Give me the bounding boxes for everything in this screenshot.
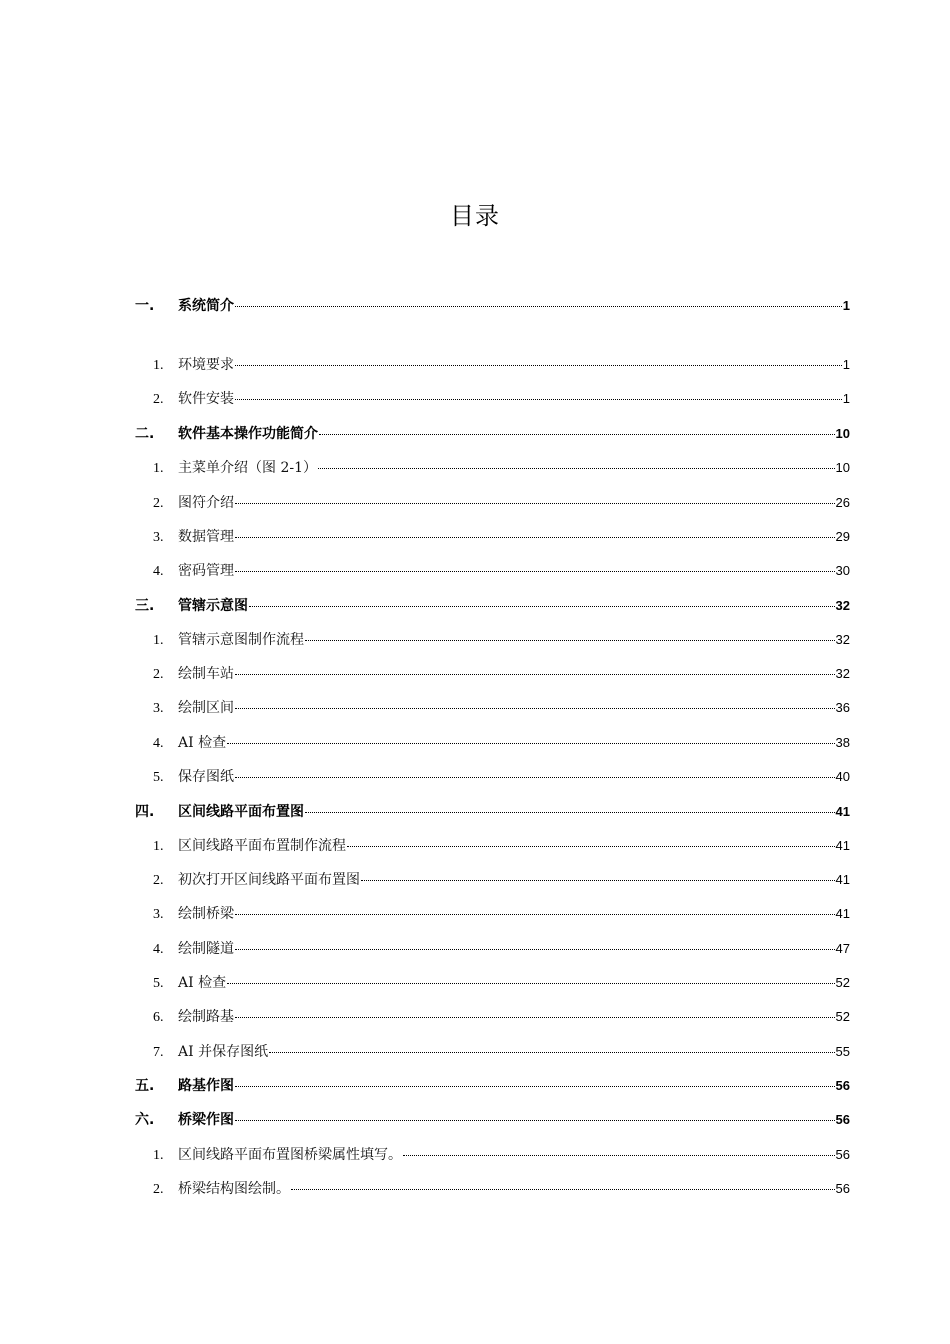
toc-section-link[interactable] xyxy=(135,697,850,719)
toc-page-number: 41 xyxy=(835,804,850,819)
toc-page-number: 26 xyxy=(835,495,850,510)
toc-entry-number: 4. xyxy=(153,564,164,579)
dot-leader xyxy=(318,468,835,469)
toc-entry-label: 路基作图 xyxy=(178,1078,234,1094)
toc-page-number: 1 xyxy=(842,298,850,313)
dot-leader xyxy=(235,306,842,307)
dot-leader xyxy=(235,1017,835,1018)
toc-section-link[interactable] xyxy=(135,457,850,479)
toc-entry-label: 绘制区间 xyxy=(178,700,234,716)
toc-entry-number: 1. xyxy=(153,839,164,854)
toc-entry-number: 2. xyxy=(153,873,164,888)
toc-entry-number: 4. xyxy=(153,736,164,751)
dot-leader xyxy=(249,606,835,607)
toc-page-number: 41 xyxy=(835,872,850,887)
toc-chapter-link[interactable] xyxy=(135,1109,850,1131)
toc-entry-number: 5. xyxy=(153,770,164,785)
toc-page-number: 36 xyxy=(835,700,850,715)
toc-page-number: 1 xyxy=(842,357,850,372)
dot-leader xyxy=(235,949,835,950)
toc-entry-number: 四. xyxy=(135,804,155,820)
dot-leader xyxy=(269,1052,834,1053)
toc-entry-label: 数据管理 xyxy=(178,529,234,545)
toc-page-number: 41 xyxy=(835,906,850,921)
toc-page-number: 56 xyxy=(835,1078,850,1093)
toc-entry-label: 密码管理 xyxy=(178,563,234,579)
toc-section-link[interactable] xyxy=(135,560,850,582)
toc-section-link[interactable] xyxy=(135,1178,850,1200)
dot-leader xyxy=(235,571,835,572)
toc-entry-label: 绘制隧道 xyxy=(178,941,234,957)
toc-entry-label: 保存图纸 xyxy=(178,769,234,785)
toc-page-number: 38 xyxy=(835,735,850,750)
toc-section-link[interactable] xyxy=(135,663,850,685)
toc-entry-label: 绘制桥梁 xyxy=(178,906,234,922)
toc-section-link[interactable] xyxy=(135,835,850,857)
toc-entry-number: 三. xyxy=(135,598,155,614)
toc-entry-label: 软件安装 xyxy=(178,391,234,407)
toc-chapter-link[interactable] xyxy=(135,1075,850,1097)
toc-entry-label: 图符介绍 xyxy=(178,495,234,511)
toc-entry-label: 区间线路平面布置图桥梁属性填写。 xyxy=(178,1147,402,1163)
toc-page-number: 10 xyxy=(835,426,850,441)
toc-chapter-link[interactable] xyxy=(135,595,850,617)
toc-entry-label: 主菜单介绍（图 2-1） xyxy=(178,460,317,476)
toc-section-link[interactable] xyxy=(135,732,850,754)
toc-section-link[interactable] xyxy=(135,903,850,925)
toc-entry-number: 1. xyxy=(153,1148,164,1163)
page-title: 目录 xyxy=(450,202,500,230)
dot-leader xyxy=(235,1120,835,1121)
dot-leader xyxy=(235,1086,835,1087)
dot-leader xyxy=(227,743,834,744)
toc-entry-label: 区间线路平面布置制作流程 xyxy=(178,838,346,854)
toc-entry-label: 桥梁结构图绘制。 xyxy=(178,1181,290,1197)
toc-entry-label: 系统简介 xyxy=(178,298,234,314)
toc-entry-number: 5. xyxy=(153,976,164,991)
toc-entry-number: 1. xyxy=(153,633,164,648)
toc-chapter-link[interactable] xyxy=(135,423,850,445)
toc-entry-number: 2. xyxy=(153,667,164,682)
toc-page-number: 56 xyxy=(835,1147,850,1162)
toc-entry-label: 环境要求 xyxy=(178,357,234,373)
toc-page-number: 55 xyxy=(835,1044,850,1059)
toc-page-number: 32 xyxy=(835,666,850,681)
toc-page-number: 32 xyxy=(835,598,850,613)
toc-page-number: 10 xyxy=(835,460,850,475)
toc-section-link[interactable] xyxy=(135,526,850,548)
toc-entry-label: 管辖示意图 xyxy=(178,598,248,614)
dot-leader xyxy=(403,1155,835,1156)
toc-entry-label: AI 检查 xyxy=(178,975,227,991)
toc-entry-label: 管辖示意图制作流程 xyxy=(178,632,304,648)
toc-page-number: 47 xyxy=(835,941,850,956)
dot-leader xyxy=(235,777,835,778)
toc-entry-label: 绘制路基 xyxy=(178,1009,234,1025)
dot-leader xyxy=(305,640,835,641)
toc-entry-number: 二. xyxy=(135,426,155,442)
toc-entry-number: 7. xyxy=(153,1045,164,1060)
toc-page-number: 41 xyxy=(835,838,850,853)
dot-leader xyxy=(235,399,842,400)
toc-section-link[interactable] xyxy=(135,492,850,514)
dot-leader xyxy=(235,674,835,675)
toc-page-number: 52 xyxy=(835,1009,850,1024)
toc-section-link[interactable] xyxy=(135,1041,850,1063)
toc-chapter-link[interactable] xyxy=(135,801,850,823)
dot-leader xyxy=(347,846,835,847)
toc-page-number: 56 xyxy=(835,1112,850,1127)
toc-page-number: 29 xyxy=(835,529,850,544)
toc-entry-number: 一. xyxy=(135,298,155,314)
toc-entry-number: 3. xyxy=(153,701,164,716)
toc-chapter-link[interactable] xyxy=(135,295,850,317)
dot-leader xyxy=(235,503,835,504)
toc-section-link[interactable] xyxy=(135,354,850,376)
toc-entry-number: 1. xyxy=(153,461,164,476)
toc-entry-label: 绘制车站 xyxy=(178,666,234,682)
toc-page-number: 30 xyxy=(835,563,850,578)
dot-leader xyxy=(291,1189,835,1190)
dot-leader xyxy=(235,708,835,709)
dot-leader xyxy=(319,434,835,435)
dot-leader xyxy=(235,914,835,915)
toc-entry-number: 3. xyxy=(153,530,164,545)
toc-section-link[interactable] xyxy=(135,869,850,891)
toc-page-number: 56 xyxy=(835,1181,850,1196)
toc-page-number: 1 xyxy=(842,391,850,406)
toc-section-link[interactable] xyxy=(135,1006,850,1028)
toc-entry-label: AI 检查 xyxy=(178,735,227,751)
dot-leader xyxy=(305,812,835,813)
toc-section-link[interactable] xyxy=(135,1144,850,1166)
toc-entry-label: AI 并保存图纸 xyxy=(178,1044,269,1060)
toc-section-link[interactable] xyxy=(135,629,850,651)
toc-entry-label: 桥梁作图 xyxy=(178,1112,234,1128)
toc-entry-number: 4. xyxy=(153,942,164,957)
dot-leader xyxy=(235,537,835,538)
toc-entry-number: 3. xyxy=(153,907,164,922)
toc-entry-number: 五. xyxy=(135,1078,155,1094)
toc-page-number: 32 xyxy=(835,632,850,647)
toc-entry-number: 2. xyxy=(153,392,164,407)
toc-entry-number: 六. xyxy=(135,1112,155,1128)
toc-entry-label: 软件基本操作功能简介 xyxy=(178,426,318,442)
toc-entry-number: 1. xyxy=(153,358,164,373)
toc-page-number: 40 xyxy=(835,769,850,784)
toc-section-link[interactable] xyxy=(135,938,850,960)
dot-leader xyxy=(235,365,842,366)
toc-entry-label: 初次打开区间线路平面布置图 xyxy=(178,872,360,888)
dot-leader xyxy=(227,983,834,984)
toc-entry-number: 6. xyxy=(153,1010,164,1025)
toc-entry-label: 区间线路平面布置图 xyxy=(178,804,304,820)
toc-entry-number: 2. xyxy=(153,1182,164,1197)
toc-page-number: 52 xyxy=(835,975,850,990)
toc-section-link[interactable] xyxy=(135,388,850,410)
toc-entry-number: 2. xyxy=(153,496,164,511)
toc-section-link[interactable] xyxy=(135,972,850,994)
toc-section-link[interactable] xyxy=(135,766,850,788)
dot-leader xyxy=(361,880,835,881)
